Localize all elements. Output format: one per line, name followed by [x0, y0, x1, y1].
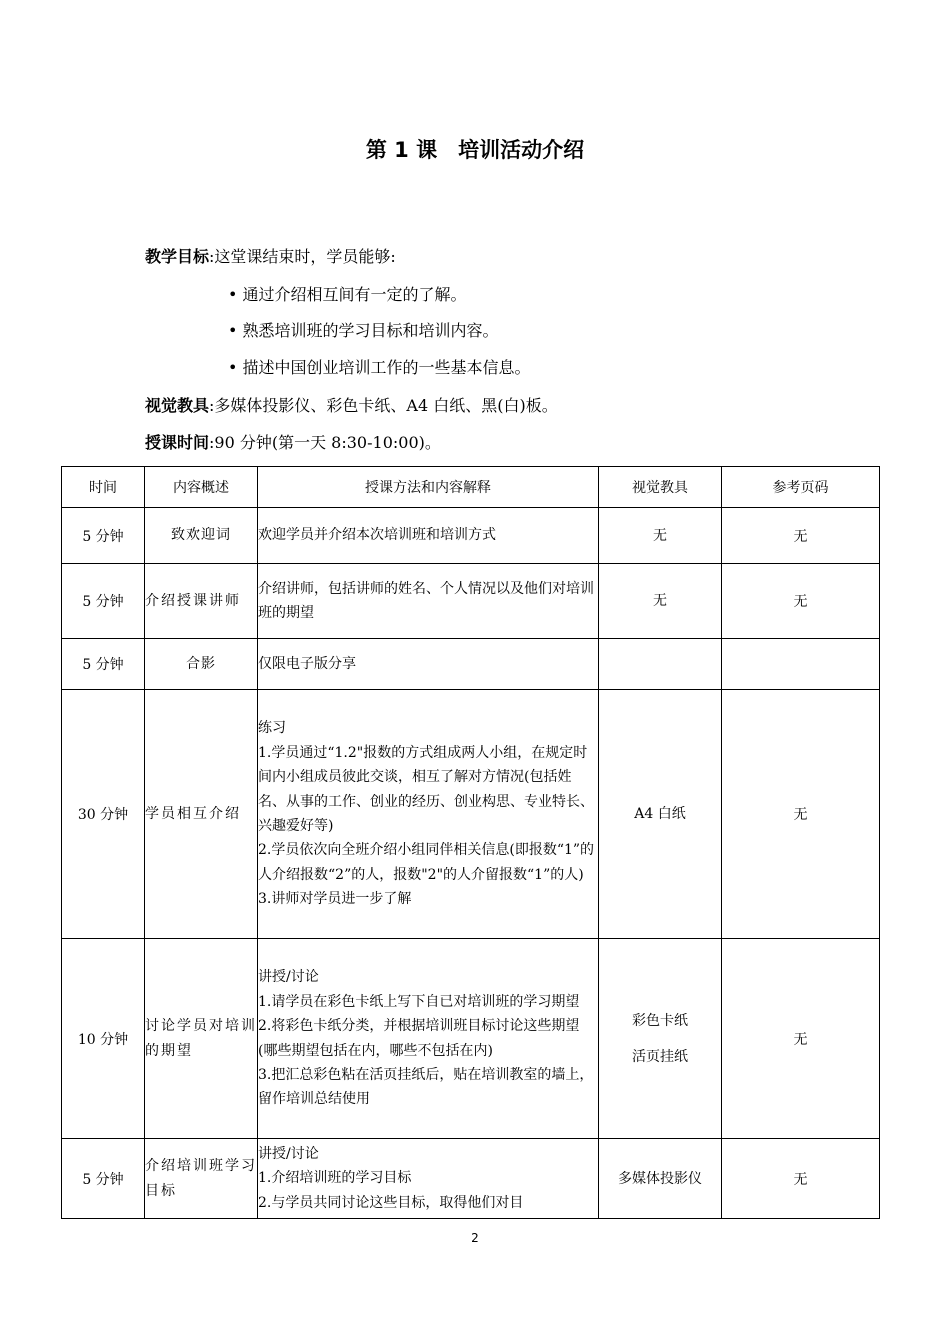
- duration-line: [145, 432, 441, 454]
- cell-time: 30 分钟: [62, 690, 145, 939]
- cell-topic: 讨论学员对培训的期望: [145, 939, 258, 1139]
- method-line: 练习: [258, 720, 286, 737]
- method-line: 2.学员依次向全班介绍小组同伴相关信息(即报数“1”的人介绍报数“2”的人，报数"2"的人介留报数“1”的人): [258, 842, 595, 883]
- visual-aids-line: [145, 395, 558, 417]
- method-line: 2.与学员共同讨论这些目标，取得他们对目: [258, 1194, 524, 1211]
- method-line: 2.将彩色卡纸分类，并根据培训班目标讨论这些期望(哪些期望包括在内，哪些不包括在内): [258, 1018, 580, 1059]
- table-row: [62, 690, 880, 939]
- objective-item: • 描述中国创业培训工作的一些基本信息。: [228, 358, 531, 377]
- cell-page-ref: 无: [722, 508, 880, 564]
- cell-time: 5 分钟: [62, 508, 145, 564]
- cell-visual-aids: [599, 939, 722, 1139]
- visual-aid-item: A4 白纸: [634, 806, 686, 822]
- cell-method: [258, 508, 599, 564]
- header-topic: 内容概述: [145, 467, 258, 508]
- cell-visual-aids: [599, 1139, 722, 1219]
- cell-topic: 介绍培训班学习目标: [145, 1139, 258, 1219]
- method-line: 仅限电子版分享: [258, 655, 356, 672]
- cell-method: [258, 639, 599, 690]
- table-row: [62, 939, 880, 1139]
- header-time: 时间: [62, 467, 145, 508]
- objective-item: • 通过介绍相互间有一定的了解。: [228, 285, 467, 304]
- cell-page-ref: 无: [722, 690, 880, 939]
- cell-topic: 学员相互介绍: [145, 690, 258, 939]
- table-row: [62, 639, 880, 690]
- cell-page-ref: 无: [722, 1139, 880, 1219]
- duration-value: :90 分钟(第一天 8:30-10:00)。: [209, 433, 441, 452]
- visual-aid-item: 无: [653, 593, 667, 609]
- method-line: 3.把汇总彩色粘在活页挂纸后，贴在培训教室的墙上，留作培训总结使用: [258, 1066, 594, 1108]
- cell-time: 10 分钟: [62, 939, 145, 1139]
- cell-time: 5 分钟: [62, 639, 145, 690]
- cell-visual-aids: [599, 690, 722, 939]
- header-method: 授课方法和内容解释: [258, 467, 599, 508]
- cell-page-ref: 无: [722, 564, 880, 639]
- method-line: 1.请学员在彩色卡纸上写下自已对培训班的学习期望: [258, 993, 580, 1010]
- cell-topic: 介绍授课讲师: [145, 564, 258, 639]
- method-line: 讲授/讨论: [258, 969, 319, 986]
- cell-visual-aids: [599, 508, 722, 564]
- cell-topic: 致欢迎词: [145, 508, 258, 564]
- objective-item: • 熟悉培训班的学习目标和培训内容。: [228, 321, 499, 340]
- duration-label: 授课时间: [145, 433, 210, 452]
- objectives-intro: :这堂课结束时，学员能够:: [209, 247, 396, 266]
- visual-aid-item: 无: [653, 527, 667, 544]
- cell-method: [258, 690, 599, 939]
- method-line: 介绍讲师，包括讲师的姓名、个人情况以及他们对培训班的期望: [258, 580, 594, 621]
- method-line: 1.介绍培训班的学习目标: [258, 1170, 412, 1187]
- header-visual-aids: 视觉教具: [599, 467, 722, 508]
- method-line: 3.讲师对学员进一步了解: [258, 891, 412, 908]
- page-number: 2: [471, 1231, 479, 1245]
- lesson-plan-table: [61, 466, 880, 1219]
- visual-aid-item: 多媒体投影仪: [618, 1170, 702, 1187]
- cell-page-ref: [722, 639, 880, 690]
- table-header-row: [62, 467, 880, 508]
- cell-method: [258, 1139, 599, 1219]
- cell-method: [258, 564, 599, 639]
- visual-aids-label: 视觉教具: [145, 396, 210, 415]
- cell-topic: 合影: [145, 639, 258, 690]
- objectives-label: 教学目标: [145, 247, 210, 266]
- table-row: [62, 1139, 880, 1219]
- method-line: 1.学员通过“1.2"报数的方式组成两人小组，在规定时间内小组成员彼此交谈，相互了解对方情况(包括姓名、从事的工作、创业的经历、创业构思、专业特长、兴趣爱好等): [258, 744, 594, 834]
- visual-aid-item: 活页挂纸: [632, 1048, 688, 1065]
- visual-aids-value: :多媒体投影仪、彩色卡纸、A4 白纸、黑(白)板。: [209, 396, 558, 415]
- cell-time: 5 分钟: [62, 564, 145, 639]
- cell-time: 5 分钟: [62, 1139, 145, 1219]
- table-row: [62, 564, 880, 639]
- objectives-line: [145, 246, 396, 268]
- header-page-ref: 参考页码: [722, 467, 880, 508]
- cell-visual-aids: [599, 564, 722, 639]
- cell-visual-aids: [599, 639, 722, 690]
- table-row: [62, 508, 880, 564]
- page-title: 第 1 课 培训活动介绍: [365, 138, 585, 162]
- method-line: 欢迎学员并介绍本次培训班和培训方式: [258, 527, 496, 544]
- cell-page-ref: 无: [722, 939, 880, 1139]
- cell-method: [258, 939, 599, 1139]
- visual-aid-item: 彩色卡纸: [632, 1012, 688, 1029]
- method-line: 讲授/讨论: [258, 1145, 319, 1162]
